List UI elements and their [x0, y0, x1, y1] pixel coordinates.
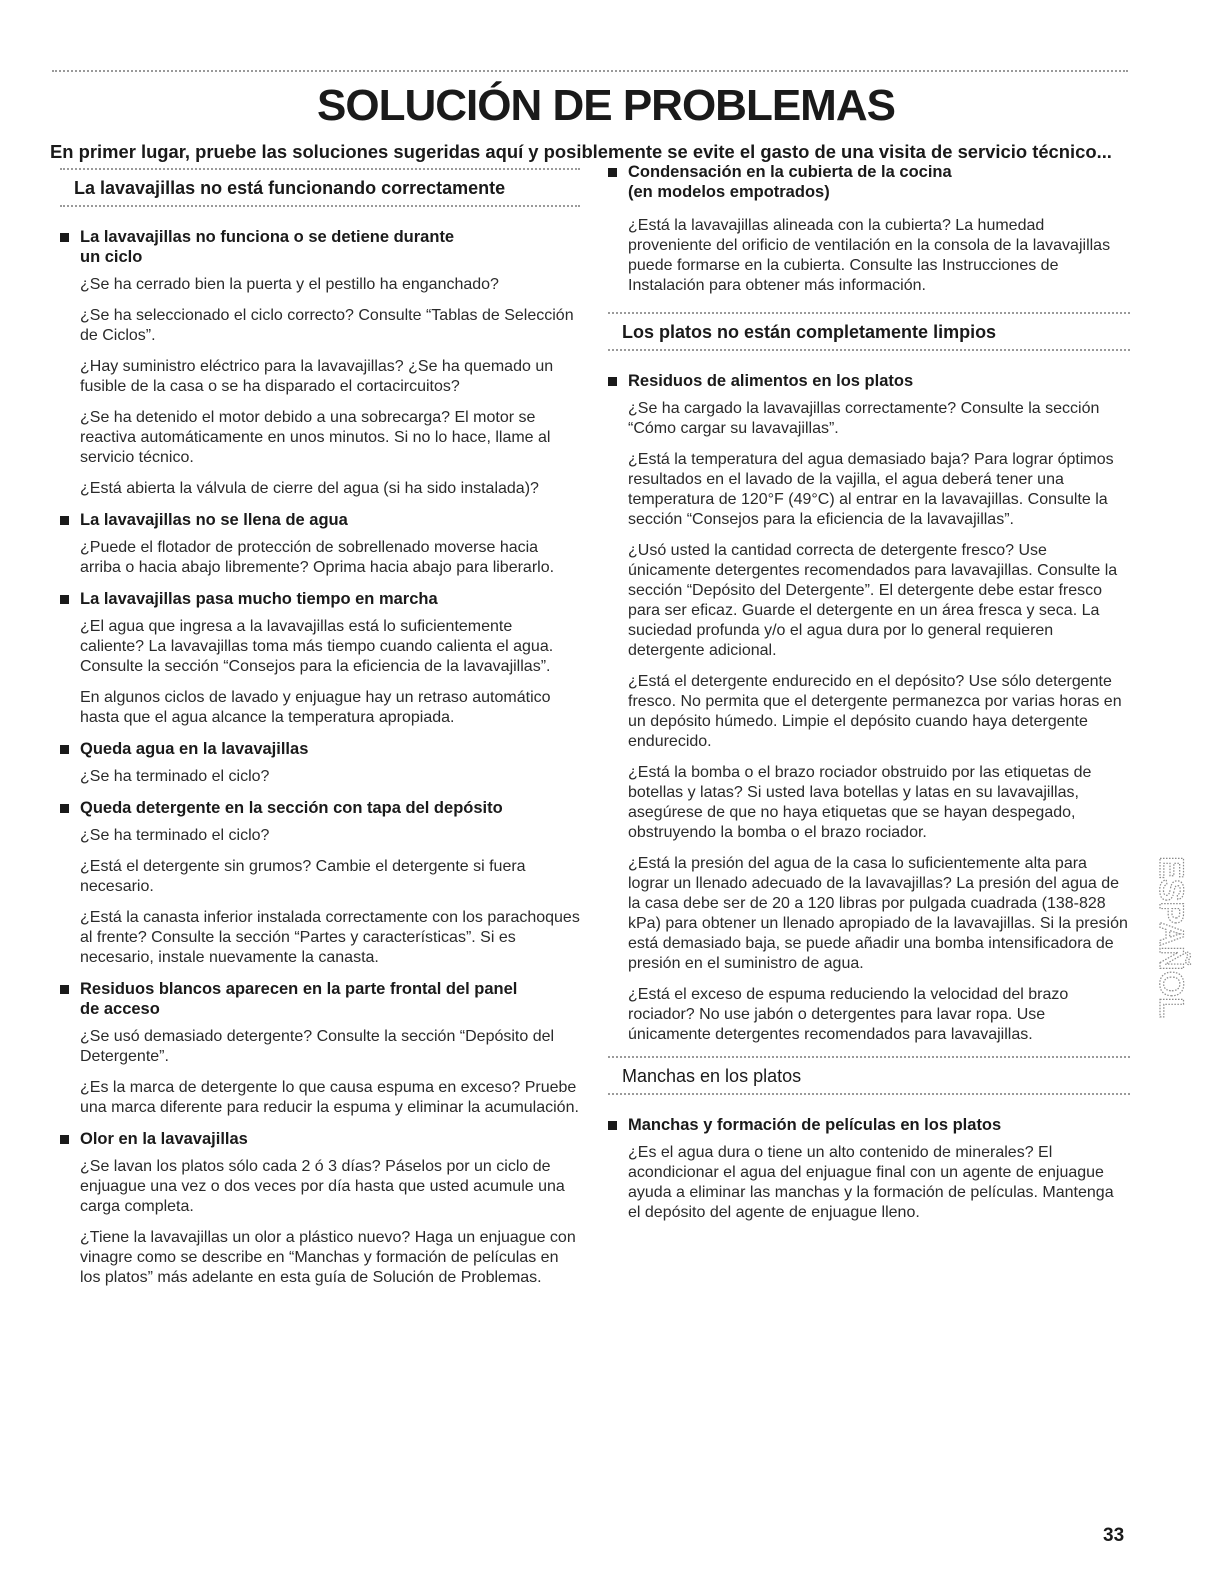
problem-paragraph: ¿Se ha terminado el ciclo?	[80, 827, 270, 844]
bullet-icon	[60, 1135, 69, 1144]
problem-paragraph: ¿Usó usted la cantidad correcta de detergente fresco? Use únicamente detergentes recomendados para lavavajillas. Consulte la sección “Depósito del Detergente”. El detergente debe estar fresco para ser eficaz. Guarde el detergente en un área fresca y seca. La suciedad profunda y/o el agua dura por lo general requieren detergente adicional.	[628, 542, 1118, 659]
problem-paragraph: ¿Puede el flotador de protección de sobrellenado moverse hacia arriba o hacia abajo libremente? Oprima hacia abajo para liberarlo.	[80, 539, 555, 576]
top-dotted-rule	[52, 70, 1128, 72]
problem-paragraph: ¿Está abierta la válvula de cierre del agua (si ha sido instalada)?	[80, 480, 539, 497]
problem-title: Residuos de alimentos en los platos	[628, 372, 914, 390]
bullet-icon	[60, 595, 69, 604]
problem-item	[60, 589, 580, 728]
problem-title: Condensación en la cubierta de la cocina (en modelos empotrados)	[628, 163, 952, 201]
problem-paragraph: En algunos ciclos de lavado y enjuague hay un retraso automático hasta que el agua alcance la temperatura apropiada.	[80, 689, 551, 726]
problem-paragraph: ¿Se ha cargado la lavavajillas correctamente? Consulte la sección “Cómo cargar su lavavajillas”.	[628, 400, 1100, 437]
problem-paragraph: ¿Se ha terminado el ciclo?	[80, 768, 270, 785]
problem-paragraph: ¿Se ha cerrado bien la puerta y el pestillo ha enganchado?	[80, 276, 499, 293]
problem-paragraph: ¿Se ha seleccionado el ciclo correcto? Consulte “Tablas de Selección de Ciclos”.	[80, 307, 574, 344]
bullet-icon	[60, 745, 69, 754]
problem-title: La lavavajillas no se llena de agua	[80, 511, 348, 529]
problem-paragraph: ¿Está la temperatura del agua demasiado baja? Para lograr óptimos resultados en el lavado de la vajilla, el agua deberá tener una temperatura de 120°F (49°C) al entrar en la lavavajillas. Consulte la sección “Consejos para la eficiencia de la lavavajillas”.	[628, 451, 1114, 528]
problem-item	[608, 162, 1130, 296]
left-problem-list	[60, 227, 580, 1288]
bullet-icon	[60, 233, 69, 242]
bullet-icon	[608, 377, 617, 386]
bullet-icon	[60, 985, 69, 994]
problem-item	[60, 798, 580, 968]
problem-title: Queda agua en la lavavajillas	[80, 740, 309, 758]
problem-title: Manchas y formación de películas en los platos	[628, 1116, 1002, 1134]
problem-paragraph: ¿Es la marca de detergente lo que causa espuma en exceso? Pruebe una marca diferente para reducir la espuma y eliminar la acumulación.	[80, 1079, 579, 1116]
problem-paragraph: ¿Está el detergente endurecido en el depósito? Use sólo detergente fresco. No permita que el detergente permanezca por varias horas en un depósito húmedo. Limpie el depósito cuando haya detergente endurecido.	[628, 673, 1122, 750]
problem-paragraph: ¿Se lavan los platos sólo cada 2 ó 3 días? Páselos por un ciclo de enjuague una vez o dos veces por día hasta que usted acumule una carga completa.	[80, 1158, 565, 1215]
problem-item	[60, 739, 580, 787]
problem-item	[60, 510, 580, 578]
problem-paragraph: ¿Está la presión del agua de la casa lo suficientemente alta para lograr un llenado adecuado de la lavavajillas? La presión del agua de la casa debe ser de 20 a 120 libras por pulgada cuadrada (138-828 kPa) para obtener un llenado apropiado de la lavavajillas. Si la presión está demasiado baja, se puede añadir una bomba intensificadora de presión en el suministro de agua.	[628, 855, 1128, 972]
bullet-icon	[608, 1121, 617, 1130]
problem-title: Queda detergente en la sección con tapa del depósito	[80, 799, 503, 817]
problem-paragraph: ¿Está el detergente sin grumos? Cambie el detergente si fuera necesario.	[80, 858, 526, 895]
problem-item	[60, 1129, 580, 1288]
problem-title: Olor en la lavavajillas	[80, 1130, 248, 1148]
bullet-icon	[60, 516, 69, 525]
problem-title: La lavavajillas pasa mucho tiempo en marcha	[80, 590, 438, 608]
problem-title: Residuos blancos aparecen en la parte frontal del panel de acceso	[80, 980, 518, 1018]
section-heading-not-working: La lavavajillas no está funcionando correctamente	[60, 168, 580, 207]
problem-item	[60, 979, 580, 1118]
problem-item	[608, 371, 1130, 1045]
left-column	[60, 168, 580, 1299]
page-title: SOLUCIÓN DE PROBLEMAS	[317, 81, 895, 130]
problem-paragraph: ¿El agua que ingresa a la lavavajillas está lo suficientemente caliente? La lavavajillas toma más tiempo cuando calienta el agua. Consulte la sección “Consejos para la eficiencia de la lavavajillas”.	[80, 618, 554, 675]
problem-paragraph: ¿Está la canasta inferior instalada correctamente con los parachoques al frente? Consulte la sección “Partes y características”. Si es necesario, instale nuevamente la canasta.	[80, 909, 580, 966]
problem-item	[608, 1115, 1130, 1223]
problem-paragraph: ¿Está la lavavajillas alineada con la cubierta? La humedad proveniente del orificio de ventilación en la consola de la lavavajillas puede formarse en la cubierta. Consulte las Instrucciones de Instalación para obtener más información.	[628, 217, 1111, 294]
page-number: 33	[1103, 1525, 1125, 1546]
section-heading-dishes-not-clean: Los platos no están completamente limpios	[608, 312, 1130, 351]
right-column	[608, 163, 1130, 1234]
section3-problem-list	[608, 1115, 1130, 1223]
language-side-tab	[1152, 815, 1191, 1060]
section2-problem-list	[608, 371, 1130, 1045]
problem-title: La lavavajillas no funciona o se detiene durante un ciclo	[80, 228, 455, 266]
problem-paragraph: ¿Se usó demasiado detergente? Consulte la sección “Depósito del Detergente”.	[80, 1028, 555, 1065]
problem-paragraph: ¿Tiene la lavavajillas un olor a plástico nuevo? Haga un enjuague con vinagre como se describe en “Manchas y formación de películas en los platos” más adelante en esta guía de Solución de Problemas.	[80, 1229, 576, 1286]
bullet-icon	[608, 168, 617, 177]
problem-paragraph: ¿Está la bomba o el brazo rociador obstruido por las etiquetas de botellas y latas? Si usted lava botellas y latas en su lavavajillas, asegúrese de que no haya etiquetas que se hayan despegado, obstruyendo la bomba o el brazo rociador.	[628, 764, 1092, 841]
section-heading-spots: Manchas en los platos	[608, 1056, 1130, 1095]
problem-paragraph: ¿Está el exceso de espuma reduciendo la velocidad del brazo rociador? No use jabón o detergentes para lavar ropa. Use únicamente detergentes recomendados para lavavajillas.	[628, 986, 1069, 1043]
problem-paragraph: ¿Es el agua dura o tiene un alto contenido de minerales? El acondicionar el agua del enjuague final con un agente de enjuague ayuda a eliminar las manchas y la formación de películas. Mantenga el depósito del agente de enjuague lleno.	[628, 1144, 1114, 1221]
intro-text: En primer lugar, pruebe las soluciones sugeridas aquí y posiblemente se evite el gasto de una visita de servicio técnico...	[50, 141, 1112, 162]
problem-paragraph: ¿Hay suministro eléctrico para la lavavajillas? ¿Se ha quemado un fusible de la casa o se ha disparado el cortacircuitos?	[80, 358, 554, 395]
side-tab-label: ESPAÑOL	[1152, 856, 1191, 1018]
problem-item	[60, 227, 580, 499]
problem-paragraph: ¿Se ha detenido el motor debido a una sobrecarga? El motor se reactiva automáticamente en unos minutos. Si no lo hace, llame al servicio técnico.	[80, 409, 551, 466]
bullet-icon	[60, 804, 69, 813]
